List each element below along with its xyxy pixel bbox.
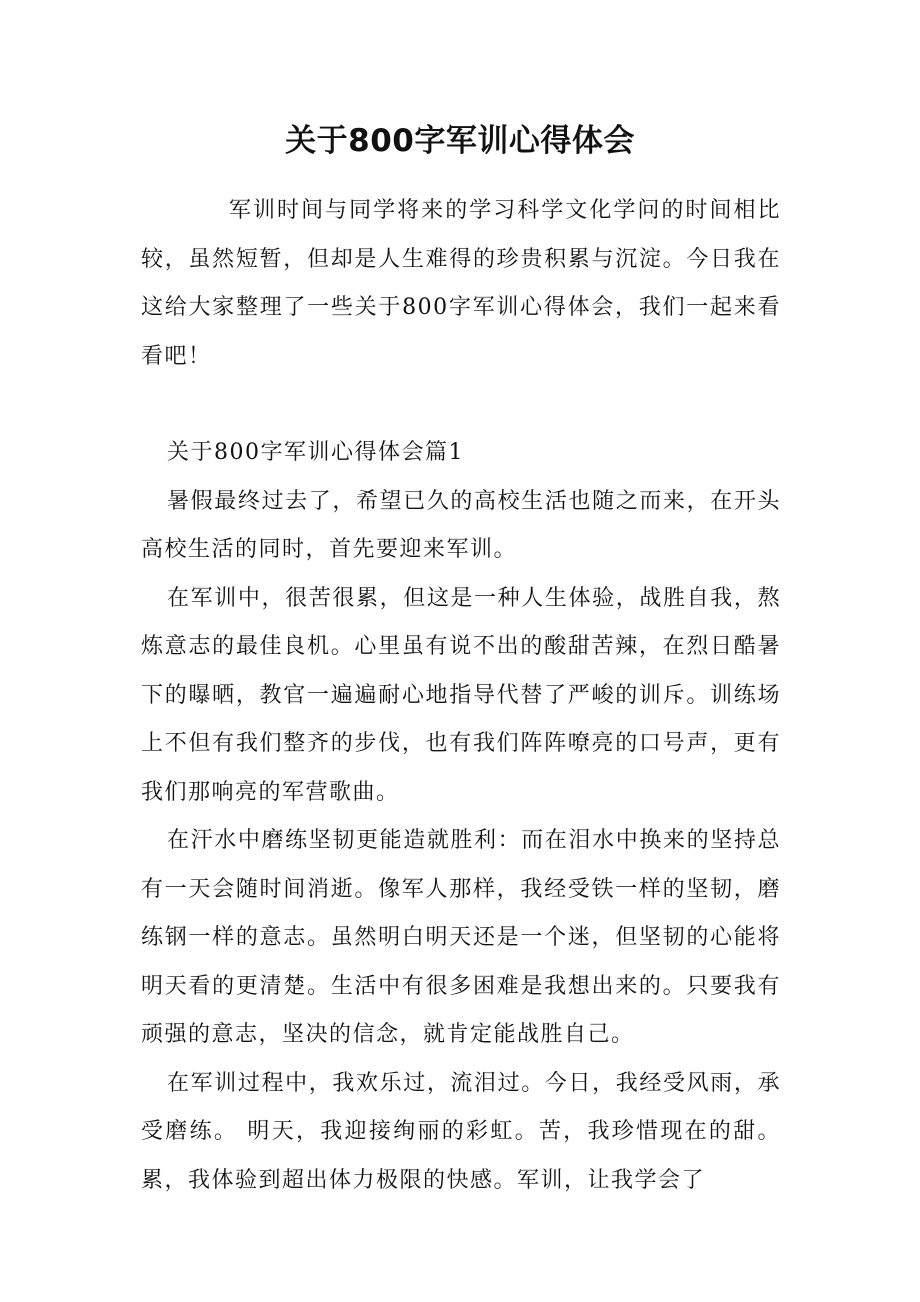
section-heading: 关于800字军训心得体会篇1 [167,440,464,465]
document-body [141,187,781,1205]
document-title: 关于800字军训心得体会 [285,123,635,159]
body-paragraph-2: 在军训中，很苦很累，但这是一种人生体验，战胜自我，熬炼意志的最佳良机。心里虽有说不出的酸甜苦辣，在烈日酷暑下的曝晒，教官一遍遍耐心地指导代替了严峻的训斥。训练场上不但有我们整齐的步伐，也有我们阵阵嘹亮的口号声，更有我们那响亮的军营歌曲。 [141,585,781,805]
paragraph-spacer [141,381,781,429]
body-paragraph-3: 在汗水中磨练坚韧更能造就胜利：而在泪水中换来的坚持总有一天会随时间消逝。像军人那样，我经受铁一样的坚韧，磨练钢一样的意志。虽然明白明天还是一个迷，但坚韧的心能将明天看的更清楚。生活中有很多困难是我想出来的。只要我有顽强的意志，坚决的信念，就肯定能战胜自己。 [141,828,781,1047]
body-paragraph-1: 暑假最终过去了，希望已久的高校生活也随之而来，在开头高校生活的同时，首先要迎来军训。 [141,488,781,562]
body-paragraph-4: 在军训过程中，我欢乐过，流泪过。今日，我经受风雨，承受磨练。 明天，我迎接绚丽的彩虹。苦，我珍惜现在的甜。累，我体验到超出体力极限的快感。军训，让我学会了 [141,1070,781,1193]
intro-paragraph: 军训时间与同学将来的学习科学文化学问的时间相比较，虽然短暂，但却是人生难得的珍贵积累与沉淀。今日我在这给大家整理了一些关于800字军训心得体会，我们一起来看看吧！ [141,198,781,369]
